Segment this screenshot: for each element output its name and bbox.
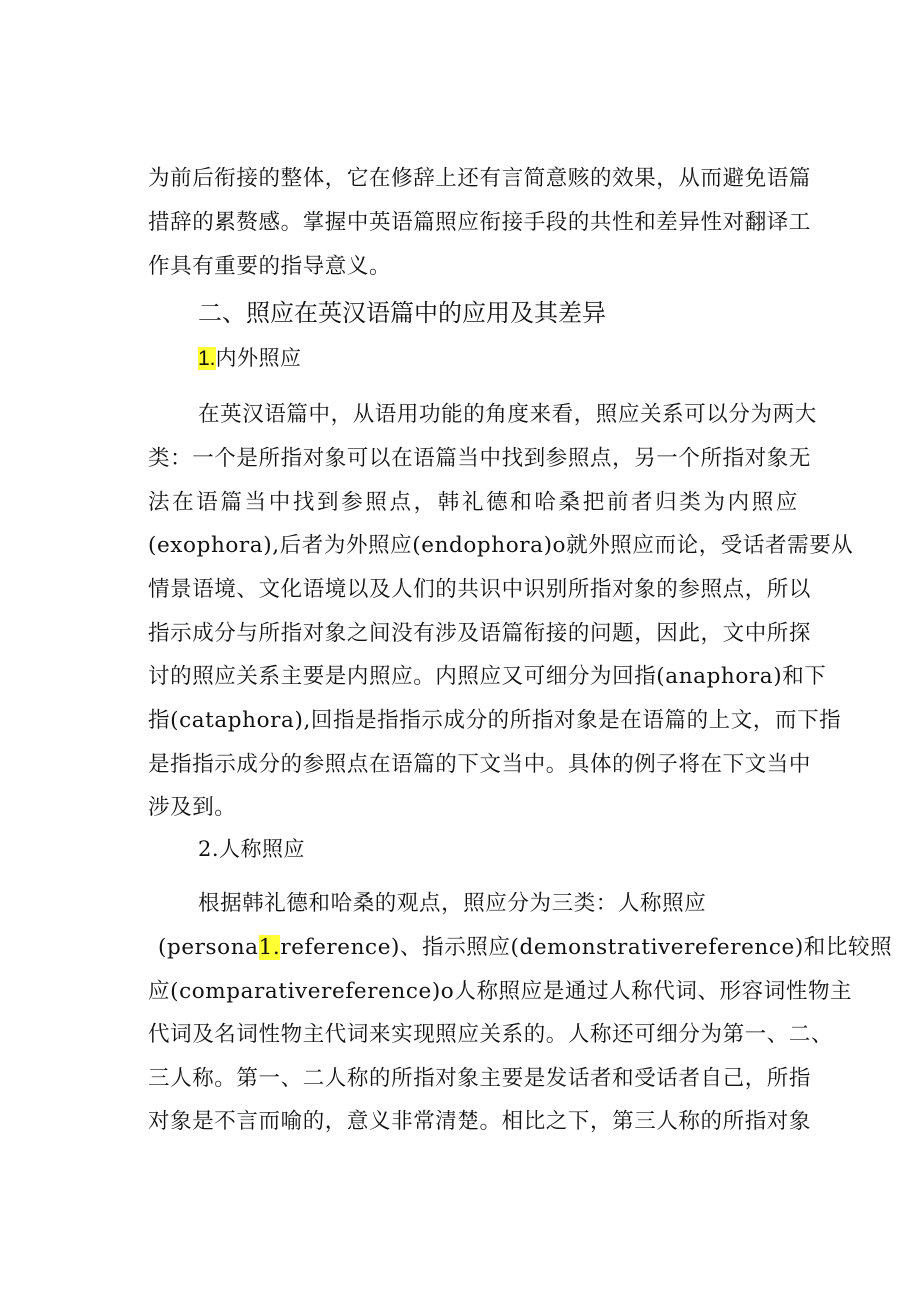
paragraph-line: 措辞的累赘感。掌握中英语篇照应衔接手段的共性和差异性对翻译工 [148, 210, 812, 235]
subsection-title-text: 内外照应 [215, 346, 302, 370]
paragraph-line: 为前后衔接的整体，它在修辞上还有言简意赅的效果，从而避免语篇 [148, 166, 812, 191]
highlighted-number: 1. [198, 347, 216, 370]
paragraph-line: 三人称。第一、二人称的所指对象主要是发话者和受话者自己，所指 [148, 1066, 812, 1091]
paragraph-line: 类：一个是所指对象可以在语篇当中找到参照点，另一个所指对象无 [148, 446, 812, 471]
paragraph-line: 法在语篇当中找到参照点，韩礼德和哈桑把前者归类为内照应 [148, 490, 798, 515]
line-text: (persona [158, 935, 259, 960]
line-text: reference)、指示照应(demonstrativereference)和比较照 [280, 935, 893, 960]
paragraph-line: 指(cataphora),回指是指指示成分的所指对象是在语篇的上文，而下指 [148, 708, 842, 733]
paragraph-line: 指示成分与所指对象之间没有涉及语篇衔接的问题，因此，文中所探 [148, 621, 812, 646]
paragraph-line: 是指指示成分的参照点在语篇的下文当中。具体的例子将在下文当中 [148, 752, 812, 777]
paragraph-line: 根据韩礼德和哈桑的观点，照应分为三类：人称照应 [198, 891, 707, 916]
subsection-title: 2.人称照应 [198, 837, 306, 861]
paragraph-line: 代词及名词性物主代词来实现照应关系的。人称还可细分为第一、二、 [148, 1022, 834, 1047]
paragraph-line: 在英汉语篇中，从语用功能的角度来看，照应关系可以分为两大 [198, 402, 817, 427]
paragraph-line: 讨的照应关系主要是内照应。内照应又可细分为回指(anaphora)和下 [148, 664, 827, 689]
paragraph-line: 情景语境、文化语境以及人们的共识中识别所指对象的参照点，所以 [148, 577, 812, 602]
paragraph-line [158, 933, 893, 963]
paragraph-line: 应(comparativereference)o人称照应是通过人称代词、形容词性物主 [148, 979, 853, 1004]
highlighted-text: 1. [258, 935, 281, 960]
paragraph-line: 作具有重要的指导意义。 [148, 254, 392, 279]
paragraph-line: 对象是不言而喻的，意义非常清楚。相比之下，第三人称的所指对象 [148, 1109, 812, 1134]
subsection-title [198, 343, 302, 374]
section-heading: 二、照应在英汉语篇中的应用及其差异 [198, 299, 606, 327]
paragraph-line: 涉及到。 [148, 795, 237, 820]
paragraph-line: (exophora),后者为外照应(endophora)o就外照应而论，受话者需要从 [148, 533, 854, 558]
